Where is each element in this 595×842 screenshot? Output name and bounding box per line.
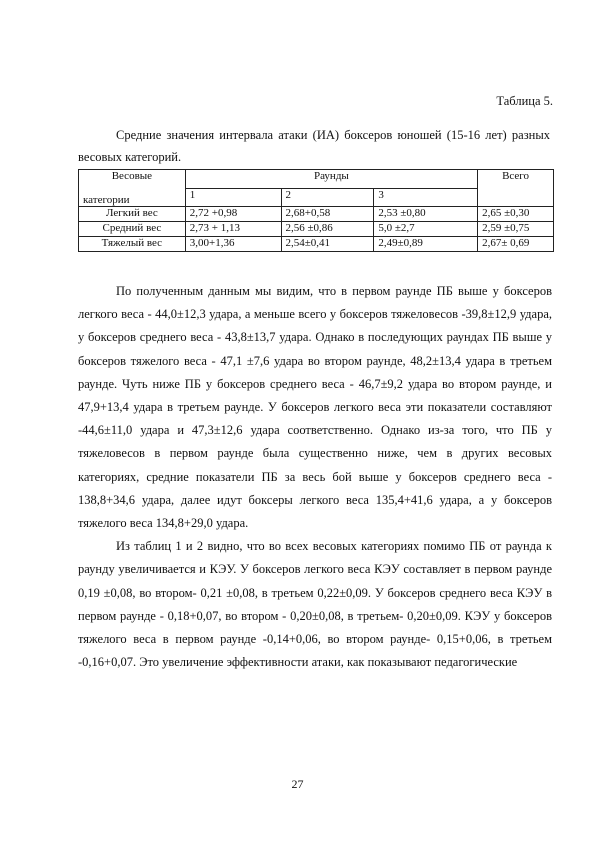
row-round-2: 2,54±0,41 xyxy=(281,237,374,252)
header-category-line1: Весовые xyxy=(111,170,153,182)
row-round-2: 2,68+0,58 xyxy=(281,207,374,222)
row-total: 2,65 ±0,30 xyxy=(478,207,554,222)
row-round-3: 2,49±0,89 xyxy=(374,237,478,252)
data-table xyxy=(78,169,554,252)
row-total: 2,59 ±0,75 xyxy=(478,222,554,237)
header-total: Всего xyxy=(478,170,554,207)
table-header-row xyxy=(79,170,554,189)
row-round-1: 3,00+1,36 xyxy=(185,237,281,252)
header-rounds: Раунды xyxy=(185,170,477,189)
row-total: 2,67± 0,69 xyxy=(478,237,554,252)
header-category-cell xyxy=(79,170,186,207)
row-round-3: 5,0 ±2,7 xyxy=(374,222,478,237)
table-row xyxy=(79,222,554,237)
row-round-1: 2,72 +0,98 xyxy=(185,207,281,222)
table-label: Таблица 5. xyxy=(496,94,553,108)
row-category: Легкий вес xyxy=(79,207,186,222)
paragraph: Из таблиц 1 и 2 видно, что во всех весовых категориях помимо ПБ от раунда к раунду увеличивается и КЭУ. У боксеров легкого веса КЭУ составляет в первом раунде 0,19 ±0,08, во втором- 0,21 ±0,08, в третьем 0,22±0,09. У боксеров среднего веса КЭУ в первом раунде - 0,18+0,07, во втором - 0,20±0,08, в третьем- 0,20±0,09. КЭУ у боксеров тяжелого веса в первом раунде -0,14+0,06, во втором раунде- 0,15+0,06, в третьем -0,16+0,07. Это увеличение эффективности атаки, как показывают педагогические xyxy=(78,539,552,670)
paragraph: По полученным данным мы видим, что в первом раунде ПБ выше у боксеров легкого веса - 44,0±12,3 удара, а меньше всего у боксеров тяжеловесов -39,8±12,9 удара, у боксеров среднего веса - 43,8±13,7 удара. Однако в последующих раундах ПБ выше у боксеров тяжелого веса - 47,1 ±7,6 удара во втором раунде, 48,2±13,4 удара в третьем раунде. Чуть ниже ПБ у боксеров среднего веса - 46,7±9,2 удара во втором раунде, и 47,9+13,4 удара в третьем раунде. У боксеров легкого веса эти показатели составляют -44,6±11,0 удара и 47,3±12,6 удара соответственно. Однако из-за того, что ПБ у тяжеловесов в первом раунде была существенно ниже, чем в других весовых категориях, средние показатели ПБ за весь бой выше у боксеров среднего веса - 138,8+34,6 удара, далее идут боксеры легкого веса 135,4+41,6 удара, а у боксеров тяжелого веса 134,8+29,0 удара. xyxy=(78,284,552,531)
row-category: Тяжелый вес xyxy=(79,237,186,252)
page-number: 27 xyxy=(291,777,304,791)
row-round-2: 2,56 ±0,86 xyxy=(281,222,374,237)
header-round-2: 2 xyxy=(281,188,374,207)
header-round-1: 1 xyxy=(185,188,281,207)
table-row xyxy=(79,237,554,252)
row-category: Средний вес xyxy=(79,222,186,237)
header-round-3: 3 xyxy=(374,188,478,207)
row-round-3: 2,53 ±0,80 xyxy=(374,207,478,222)
table-caption: Средние значения интервала атаки (ИА) боксеров юношей (15-16 лет) разных весовых категорий. xyxy=(78,128,550,164)
header-category-line2: категории xyxy=(83,194,130,206)
row-round-1: 2,73 + 1,13 xyxy=(185,222,281,237)
table-row xyxy=(79,207,554,222)
body-text xyxy=(78,280,552,674)
